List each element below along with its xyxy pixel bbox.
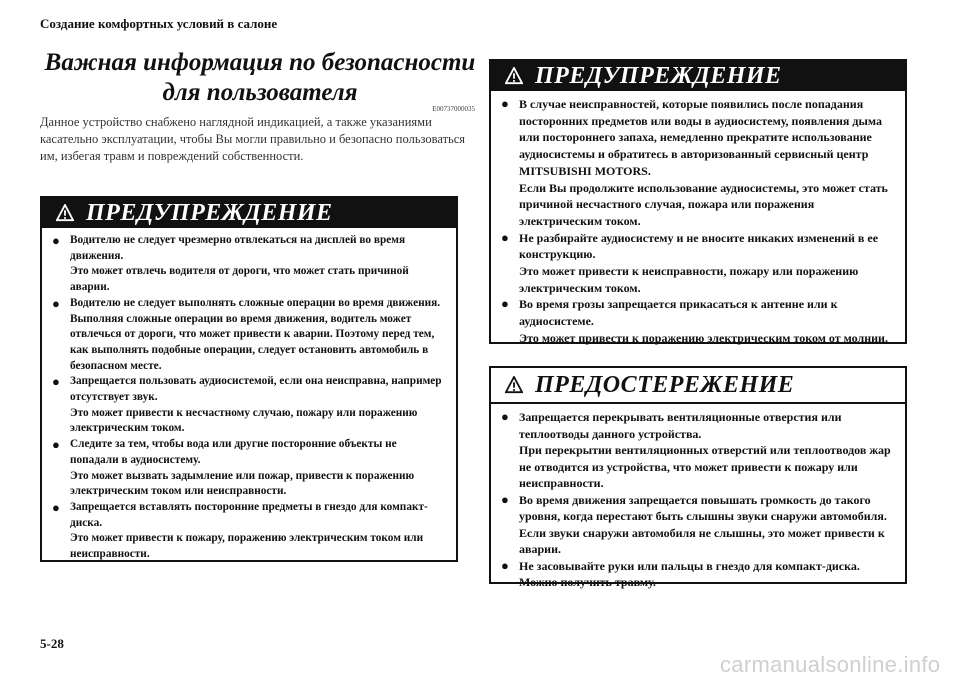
- item-note: Если звуки снаружи автомобиля не слышны, это может привести к аварии.: [519, 525, 885, 556]
- list-item: [499, 296, 897, 346]
- list-item: [499, 492, 897, 558]
- list-item: [499, 230, 897, 297]
- list-item: [50, 437, 448, 500]
- warning-triangle-icon: [56, 204, 74, 222]
- item-note: Это может вызвать задымление или пожар, привести к поражению электрическим током или неисправности.: [70, 469, 415, 498]
- item-text: ● Запрещается перекрывать вентиляционные отверстия или теплоотводы данного устройства.: [519, 410, 842, 441]
- item-text: ● Водителю не следует выполнять сложные операции во время движения.: [70, 296, 441, 309]
- caution-list: [491, 404, 905, 595]
- item-text: ● Во время движения запрещается повышать громкость до такого уровня, когда перестают быть слышны звуки снаружи автомобиля.: [519, 492, 887, 523]
- document-code: E00737000035: [432, 105, 475, 113]
- list-item: [50, 374, 448, 437]
- page-title-line-2: для пользователя: [162, 79, 358, 106]
- item-text: ● В случае неисправностей, которые появились после попадания посторонних предметов или воды в аудиосистему, появления дыма или постороннего запаха, немедленно прекратите использование аудиосистемы и обратитесь в авторизованный сервисный центр MITSUBISHI MOTORS.: [519, 97, 882, 178]
- list-item: [50, 500, 448, 563]
- intro-paragraph: Данное устройство снабжено наглядной индикацией, а также указаниями касательно эксплуатации, чтобы Вы могли правильно и безопасно пользоваться им, избегая травм и повреждений собственности.: [40, 115, 466, 163]
- list-item: [50, 233, 448, 296]
- item-note: Это может привести к неисправности, пожару или поражению электрическим током.: [519, 264, 859, 295]
- caution-banner: [491, 368, 905, 404]
- warning-list: [491, 91, 905, 351]
- item-note: Можно получить травму.: [519, 575, 656, 589]
- item-note: Если Вы продолжите использование аудиосистемы, это может стать причиной несчастного случая, пожара или поражения электрическим током.: [519, 180, 888, 228]
- item-text: ● Не разбирайте аудиосистему и не вносите никаких изменений в ее конструкцию.: [519, 230, 879, 262]
- list-item: [499, 558, 897, 591]
- item-note: Это может отвлечь водителя от дороги, что может стать причиной аварии.: [70, 265, 409, 294]
- warning-box-right: [489, 59, 907, 344]
- warning-banner: [42, 198, 456, 228]
- item-note: Выполняя сложные операции во время движения, водитель может отвлечься от дороги, что может привести к аварии. Поэтому перед тем, как выполнять подобные операции, следует остановить автомобиль в безопасном месте.: [70, 312, 435, 372]
- caution-box: [489, 366, 907, 589]
- warning-banner: [491, 61, 905, 91]
- item-text: ● Во время грозы запрещается прикасаться к антенне или к аудиосистеме.: [519, 297, 838, 329]
- section-header: Создание комфортных условий в салоне: [40, 16, 278, 31]
- item-note: При перекрытии вентиляционных отверстий или теплоотводов жар не отводится из устройства, что может привести к пожару или неисправности.: [519, 443, 891, 490]
- item-note: Это может привести к несчастному случаю, пожару или поражению электрическим током.: [70, 406, 418, 435]
- warning-label: ПРЕДУПРЕЖДЕНИЕ: [535, 62, 782, 89]
- page-title-line-1: Важная информация по безопасности: [44, 49, 476, 76]
- caution-label: ПРЕДОСТЕРЕЖЕНИЕ: [535, 371, 795, 398]
- item-text: ● Следите за тем, чтобы вода или другие посторонние объекты не попадали в аудиосистему.: [70, 438, 397, 466]
- list-item: [50, 296, 448, 375]
- list-item: [499, 409, 897, 492]
- item-note: Это может привести к пожару, поражению электрическим током или неисправности.: [70, 532, 424, 561]
- item-text: ● Запрещается пользовать аудиосистемой, если она неисправна, например отсутствует звук.: [70, 375, 442, 404]
- page-title: [40, 48, 480, 108]
- item-text: ● Водителю не следует чрезмерно отвлекаться на дисплей во время движения.: [70, 234, 406, 262]
- warning-box-left: [40, 196, 458, 562]
- warning-triangle-icon: [505, 67, 523, 85]
- item-text: ● Не засовывайте руки или пальцы в гнездо для компакт-диска.: [519, 558, 860, 573]
- warning-list: [42, 228, 456, 567]
- list-item: [499, 96, 897, 230]
- item-text: ● Запрещается вставлять посторонние предметы в гнездо для компакт-диска.: [70, 500, 428, 529]
- page-number: 5-28: [40, 636, 64, 651]
- item-note: Это может привести к поражению электрическим током от молнии.: [519, 330, 888, 345]
- watermark: carmanualsonline.info: [720, 652, 941, 677]
- warning-triangle-icon: [505, 376, 523, 394]
- warning-label: ПРЕДУПРЕЖДЕНИЕ: [86, 199, 333, 226]
